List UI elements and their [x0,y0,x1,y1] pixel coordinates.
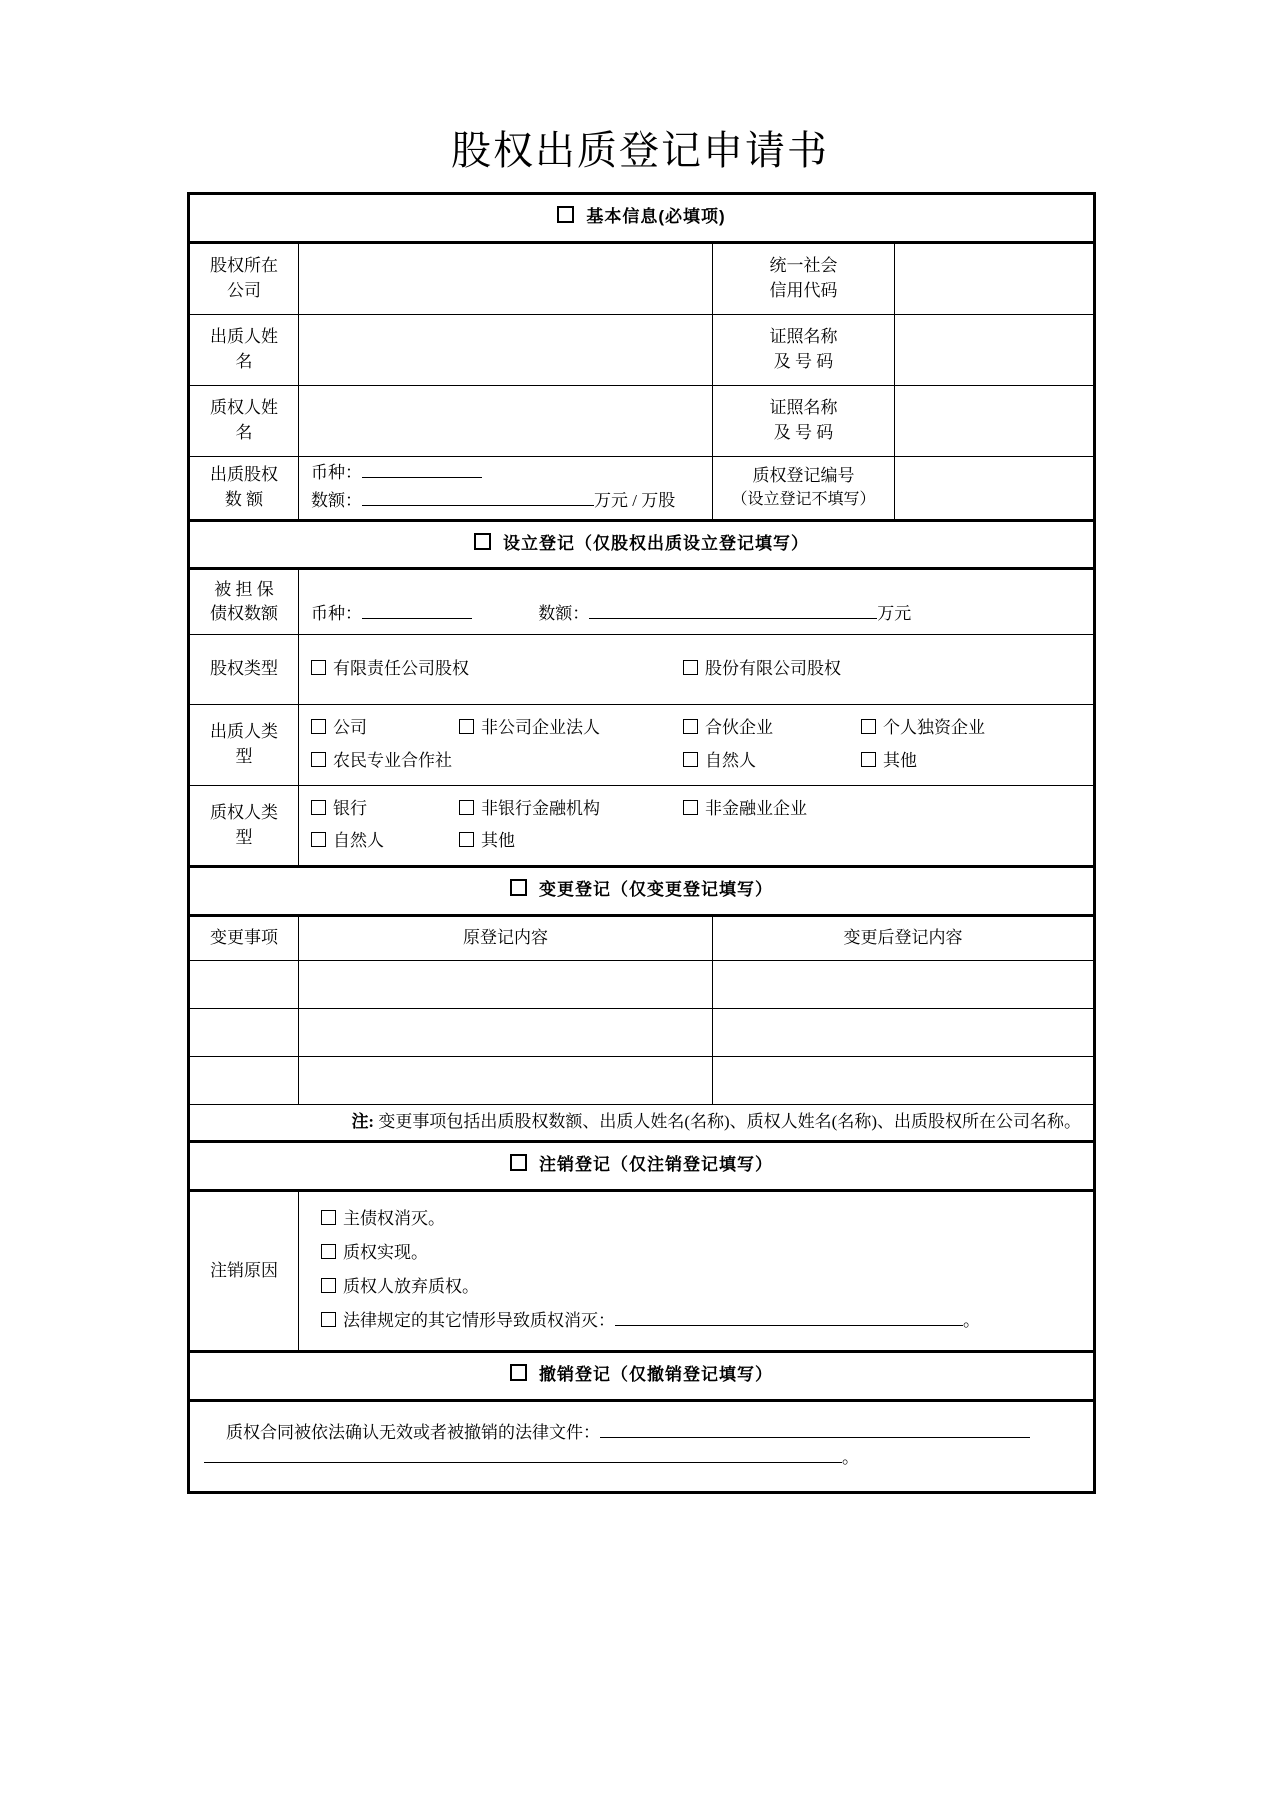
field-label-pledgor-name [189,314,299,385]
table-row-pledgee-type [189,785,1095,867]
field-input-secured-currency[interactable] [362,601,472,619]
cell-change-before[interactable] [299,1008,713,1056]
table-row-change-note [189,1104,1095,1142]
field-label-pledgor-type [189,705,299,786]
checkbox-equity-type-llc[interactable] [311,660,326,675]
field-label-pledgee-cert-line1: 证照名称 [769,398,838,417]
option-pledgor-sole-proprietorship-label: 个人独资企业 [883,718,985,738]
section-establish-header-row [189,520,1095,569]
checkbox-change-registration[interactable] [510,879,527,896]
option-pledgee-other-label: 其他 [481,831,515,851]
column-header-change-after: 变更后登记内容 [713,916,1095,961]
option-equity-type-jsc-label: 股份有限公司股权 [705,658,841,678]
field-label-pledgee-type [189,785,299,867]
checkbox-cancel-main-claim-extinguished[interactable] [321,1210,336,1225]
cell-change-item[interactable] [189,1008,299,1056]
field-input-amount[interactable] [362,488,594,506]
checkbox-equity-type-jsc[interactable] [683,660,698,675]
cell-change-item[interactable] [189,1056,299,1104]
table-row [189,1056,1095,1104]
field-label-pledgee-cert [713,385,895,456]
checkbox-establish-registration[interactable] [474,533,491,550]
table-header-row-change [189,916,1095,961]
field-label-pledge-reg-number-line2: （设立登记不填写） [731,491,876,509]
checkbox-cancel-pledgee-waived[interactable] [321,1278,336,1293]
option-equity-type-llc-label: 有限责任公司股权 [333,658,469,678]
field-currency-row [299,458,712,489]
option-cancel-main-claim-extinguished[interactable] [321,1202,1093,1236]
section-header-cancel [189,1142,1095,1191]
field-input-credit-code[interactable] [895,242,1095,314]
field-label-pledgee-cert-line2: 及 号 码 [773,422,834,442]
checkbox-cancel-other-legal[interactable] [321,1312,336,1327]
table-row-pledged-equity-amount [189,456,1095,520]
option-pledgor-natural-person-label: 自然人 [705,750,756,770]
checkbox-pledgor-partnership[interactable] [683,719,698,734]
column-header-change-before: 原登记内容 [299,916,713,961]
section-change-header-row [189,867,1095,916]
field-input-pledge-reg-number[interactable] [895,456,1095,520]
pledgor-type-row-1 [311,712,1081,744]
field-label-pledgor-cert-line1: 证照名称 [769,327,838,346]
option-cancel-other-legal-tail: 。 [963,1311,980,1331]
option-cancel-pledgee-waived-label: 质权人放弃质权。 [343,1277,479,1297]
checkbox-pledgor-noncompany-legal[interactable] [459,719,474,734]
field-amount-row [299,488,712,518]
option-pledgee-bank[interactable] [311,793,459,825]
option-pledgor-farmer-coop-label: 农民专业合作社 [333,750,452,770]
checkbox-pledgee-natural-person[interactable] [311,832,326,847]
field-label-pledged-equity-amount-line1: 出质股权 [210,465,278,484]
field-label-pledgor-cert [713,314,895,385]
option-cancel-pledgee-waived[interactable] [321,1270,1093,1304]
cell-change-after[interactable] [713,1056,1095,1104]
checkbox-pledgor-sole-proprietorship[interactable] [861,719,876,734]
section-header-change [189,867,1095,916]
field-label-pledgor-cert-line2: 及 号 码 [773,351,834,371]
field-label-credit-code [713,242,895,314]
table-row [189,1008,1095,1056]
table-row-pledgor-type [189,705,1095,786]
option-pledgee-natural-person[interactable] [311,825,459,857]
field-label-cancel-reason: 注销原因 [189,1191,299,1352]
checkbox-pledgor-other[interactable] [861,752,876,767]
field-group-secured-claim [299,569,1095,635]
option-pledgor-natural-person[interactable] [683,745,861,777]
option-pledgor-other-label: 其他 [883,750,917,770]
table-row [189,314,1095,385]
option-equity-type-jsc[interactable] [683,657,841,682]
field-group-cancel-reasons [299,1191,1095,1352]
revoke-text-tail: 。 [842,1448,859,1468]
cell-change-before[interactable] [299,1056,713,1104]
table-row-equity-type [189,635,1095,705]
checkbox-pledgee-nonfinancial-enterprise[interactable] [683,800,698,815]
field-label-pledged-equity-amount [189,456,299,520]
field-label-pledge-reg-number-line1: 质权登记编号 [752,465,855,485]
table-row [189,960,1095,1008]
pledgor-type-row-2 [311,745,1081,777]
pledgee-type-row-2 [311,825,1081,857]
cell-change-item[interactable] [189,960,299,1008]
section-revoke-header-row [189,1352,1095,1401]
field-label-company [189,242,299,314]
option-pledgor-sole-proprietorship[interactable] [861,712,985,744]
page-title: 股权出质登记申请书 [451,128,829,173]
column-header-change-item: 变更事项 [189,916,299,961]
application-form [187,192,1093,1494]
change-note [189,1104,1095,1142]
option-pledgor-company-label: 公司 [333,718,367,738]
field-input-pledgee-cert[interactable] [895,385,1095,456]
field-input-currency[interactable] [362,460,482,478]
revoke-line-1 [204,1420,1079,1446]
field-label-equity-type: 股权类型 [189,635,299,705]
option-pledgee-other[interactable] [459,825,515,857]
field-label-secured-claim-line1: 被 担 保 [214,579,274,599]
option-pledgee-nonbank-financial[interactable] [459,793,683,825]
field-label-amount: 数额： [311,491,362,511]
field-label-secured-claim [189,569,299,635]
field-label-pledgee-type-line2: 型 [235,827,253,847]
field-label-credit-code-line1: 统一社会 [769,256,838,275]
checkbox-pledgee-bank[interactable] [311,800,326,815]
secured-claim-inputs [299,601,1093,635]
field-input-company[interactable] [299,242,713,314]
field-group-revoke-document [189,1400,1095,1492]
field-group-equity-type [299,635,1095,705]
table-row-cancel-reason [189,1191,1095,1352]
section-basic-info-header-row [189,194,1095,243]
field-group-pledged-equity-amount [299,456,713,520]
field-label-secured-amount: 数额： [538,603,590,623]
section-header-establish-label: 设立登记（仅股权出质设立登记填写） [503,533,809,553]
pledgee-type-row-1 [311,793,1081,825]
section-cancel-header-row [189,1142,1095,1191]
checkbox-cancel-registration[interactable] [510,1154,527,1171]
option-pledgee-nonfinancial-enterprise-label: 非金融业企业 [705,798,807,818]
field-group-pledgor-type [299,705,1095,786]
checkbox-pledgee-nonbank-financial[interactable] [459,800,474,815]
option-pledgor-noncompany-legal-label: 非公司企业法人 [481,718,600,738]
table-row [189,242,1095,314]
field-input-cancel-other-legal[interactable] [615,1308,963,1326]
field-label-pledgor-type-line2: 型 [235,747,253,767]
checkbox-pledgor-farmer-coop[interactable] [311,752,326,767]
field-label-pledge-reg-number [713,456,895,520]
checkbox-pledgor-company[interactable] [311,719,326,734]
field-label-pledgor-type-line1: 出质人类 [210,722,278,742]
section-header-establish [189,520,1095,569]
section-header-cancel-label: 注销登记（仅注销登记填写） [539,1155,773,1175]
checkbox-pledgor-natural-person[interactable] [683,752,698,767]
field-label-pledgee-name-line2: 名 [235,422,253,442]
option-pledgee-bank-label: 银行 [333,798,367,818]
option-pledgor-company[interactable] [311,712,459,744]
field-unit-amount: 万元 / 万股 [594,491,676,511]
checkbox-basic-info[interactable] [557,206,574,223]
field-input-pledgee-name[interactable] [299,385,713,456]
table-row-secured-claim [189,569,1095,635]
section-header-revoke-label: 撤销登记（仅撤销登记填写） [539,1365,773,1385]
option-pledgor-farmer-coop[interactable] [311,745,683,777]
field-label-company-line2: 公司 [227,280,261,300]
field-input-pledgor-name[interactable] [299,314,713,385]
field-label-secured-currency: 币种： [311,603,362,623]
change-note-label: 注: [351,1111,375,1131]
field-label-pledgor-name-line1: 出质人姓 [210,327,278,346]
cell-change-before[interactable] [299,960,713,1008]
field-label-pledgee-name-line1: 质权人姓 [210,398,278,417]
field-input-secured-amount[interactable] [589,601,877,619]
option-pledgee-nonbank-financial-label: 非银行金融机构 [481,798,600,818]
option-pledgor-partnership-label: 合伙企业 [705,718,773,738]
field-label-currency: 币种： [311,462,362,482]
field-label-pledgee-type-line1: 质权人类 [210,803,278,823]
revoke-line-2 [204,1445,1079,1471]
revoke-text-label: 质权合同被依法确认无效或者被撤销的法律文件： [226,1422,600,1442]
option-pledgee-natural-person-label: 自然人 [333,831,384,851]
option-cancel-main-claim-extinguished-label: 主债权消灭。 [343,1209,445,1229]
option-pledgee-nonfinancial-enterprise[interactable] [683,793,807,825]
checkbox-revoke-registration[interactable] [510,1364,527,1381]
option-pledgor-other[interactable] [861,745,917,777]
field-unit-secured-amount: 万元 [877,603,912,623]
checkbox-cancel-pledge-realized[interactable] [321,1244,336,1259]
field-input-pledgor-cert[interactable] [895,314,1095,385]
field-label-pledgee-name [189,385,299,456]
change-note-text: 变更事项包括出质股权数额、出质人姓名(名称)、质权人姓名(名称)、出质股权所在公司名称。 [378,1111,1082,1131]
option-pledgor-noncompany-legal[interactable] [459,712,683,744]
field-input-revoke-document-2[interactable] [204,1445,842,1463]
checkbox-pledgee-other[interactable] [459,832,474,847]
cell-change-after[interactable] [713,960,1095,1008]
section-header-basic-info-label: 基本信息(必填项) [586,207,726,226]
section-header-basic-info [189,194,1095,243]
form-table [187,192,1096,1494]
option-cancel-other-legal-label: 法律规定的其它情形导致质权消灭： [343,1311,615,1331]
field-group-pledgee-type [299,785,1095,867]
option-pledgor-partnership[interactable] [683,712,861,744]
cell-change-after[interactable] [713,1008,1095,1056]
field-label-credit-code-line2: 信用代码 [769,280,838,300]
field-label-pledgor-name-line2: 名 [235,351,253,371]
option-equity-type-llc[interactable] [311,657,683,682]
field-label-pledged-equity-amount-line2: 数 额 [224,489,264,509]
option-cancel-other-legal[interactable] [321,1304,1093,1338]
table-row-revoke-body [189,1400,1095,1492]
field-label-secured-claim-line2: 债权数额 [210,604,278,624]
field-input-revoke-document-1[interactable] [600,1420,1030,1438]
section-header-revoke [189,1352,1095,1401]
table-row [189,385,1095,456]
field-label-company-line1: 股权所在 [210,256,278,275]
option-cancel-pledge-realized[interactable] [321,1236,1093,1270]
section-header-change-label: 变更登记（仅变更登记填写） [539,880,773,900]
option-cancel-pledge-realized-label: 质权实现。 [343,1243,428,1263]
